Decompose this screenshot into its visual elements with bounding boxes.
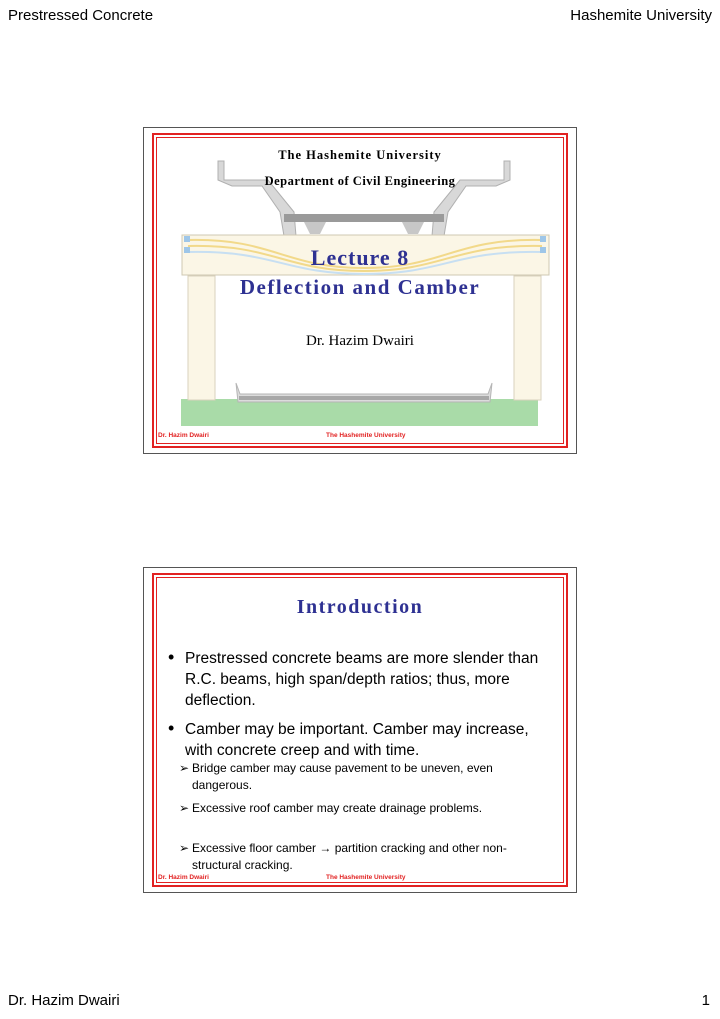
bullet-dot-icon: • [168, 647, 175, 667]
arrow-bullet-icon: ➢ [179, 761, 190, 775]
bullet-text: Camber may be important. Camber may increase, with concrete creep and with time. [185, 721, 529, 759]
arrow-bullet-icon: ➢ [179, 801, 190, 815]
sub-bullet-text: Bridge camber may cause pavement to be uneven, even dangerous. [192, 761, 493, 792]
page-footer-author: Dr. Hazim Dwairi [8, 992, 120, 1009]
page-header-university: Hashemite University [570, 7, 712, 24]
arrow-bullet-icon: ➢ [179, 841, 190, 855]
department-name: Department of Civil Engineering [264, 174, 456, 188]
sub-bullet-text: Excessive floor camber → partition cracking and other non-structural cracking. [192, 841, 507, 872]
lecture-number: Lecture 8 [310, 245, 410, 270]
university-name: The Hashemite University [278, 148, 442, 162]
page-number: 1 [701, 992, 710, 1009]
slide-title-text: Introduction [296, 596, 424, 618]
page-header-course: Prestressed Concrete [8, 7, 154, 24]
slide-title [143, 127, 577, 454]
slide-introduction [143, 567, 577, 893]
lecture-topic: Deflection and Camber [239, 275, 481, 299]
lecture-author: Dr. Hazim Dwairi [306, 333, 414, 349]
slide-footer-author: Dr. Hazim Dwairi [158, 432, 209, 439]
slide-footer-university: The Hashemite University [326, 874, 406, 881]
slide-footer-university: The Hashemite University [326, 432, 406, 439]
bullet-dot-icon: • [168, 718, 175, 738]
bullet-text: Prestressed concrete beams are more slender than R.C. beams, high span/depth ratios; thus, more deflection. [185, 650, 539, 709]
sub-bullet-text: Excessive roof camber may create drainage problems. [192, 801, 483, 815]
slide-footer-author: Dr. Hazim Dwairi [158, 874, 209, 881]
